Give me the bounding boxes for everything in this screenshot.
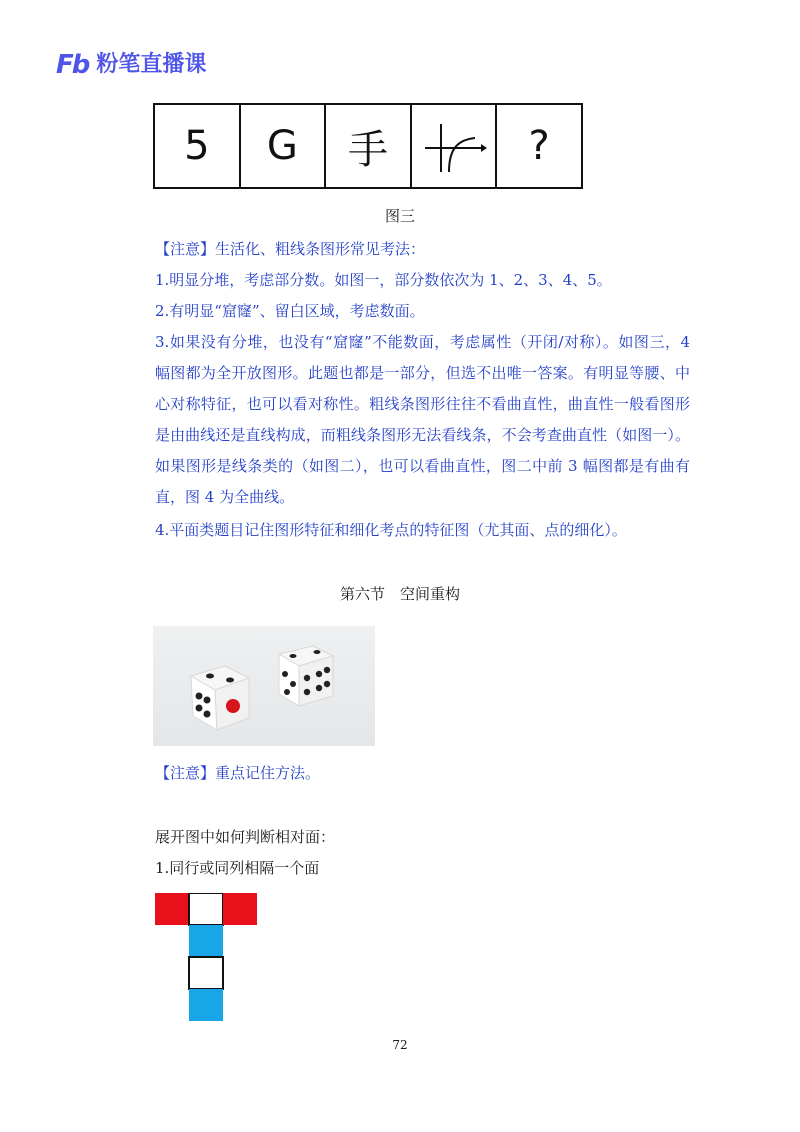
brand-name: 粉笔直播课 — [96, 52, 207, 77]
page-number: 72 — [392, 1038, 408, 1052]
note2-title: 【注意】重点记住方法。 — [155, 764, 321, 782]
note-item-1: 1.明显分堆，考虑部分数。如图一，部分数依次为 1、2、3、4、5。 — [155, 271, 612, 289]
figure-cell-2: G — [241, 105, 327, 187]
figure-cell-3: 手 — [326, 105, 412, 187]
figure-cell-1: 5 — [155, 105, 241, 187]
note-title: 【注意】生活化、粗线条图形常见考法： — [155, 240, 426, 258]
method-heading: 展开图中如何判断相对面： — [155, 828, 336, 846]
figure-cell-4 — [412, 105, 498, 187]
figure-caption: 图三 — [384, 207, 415, 225]
dice-photo — [153, 626, 375, 746]
note-item-4: 4.平面类题目记住图形特征和细化考点的特征图（尤其面、点的细化）。 — [155, 521, 627, 539]
figure-strip — [153, 103, 583, 189]
section-title: 第六节 空间重构 — [339, 585, 460, 603]
figure-cell-5: ? — [528, 123, 550, 169]
cube-net-diagram — [155, 893, 257, 1021]
curve-axes-icon — [419, 116, 489, 176]
note-item-3: 3.如果没有分堆，也没有“窟窿”不能数面，考虑属性（开闭/对称）。如图三，4 幅图都为全开放图形。此题也都是一部分，但选不出唯一答案。有明显等腰、中心对称特征，也可以看对称性。粗线条图形往往不看曲直性，曲直性一般看图形是由曲线还是直线构成，而粗线条图形无法看线条，不会考查曲直性（如图一）。如果图形是线条类的（如图二），也可以看曲直性，图二中前 3 幅图都是有曲有直，图 4 为全曲线。 — [155, 333, 690, 506]
brand-logo — [56, 52, 206, 78]
cube-net-icon — [155, 893, 257, 1021]
note-item-2: 2.有明显“窟窿”、留白区域，考虑数面。 — [155, 302, 425, 320]
dice-icon — [153, 626, 375, 746]
method-rule-1: 1.同行或同列相隔一个面 — [155, 859, 320, 877]
logo-mark: Fb — [56, 50, 89, 80]
